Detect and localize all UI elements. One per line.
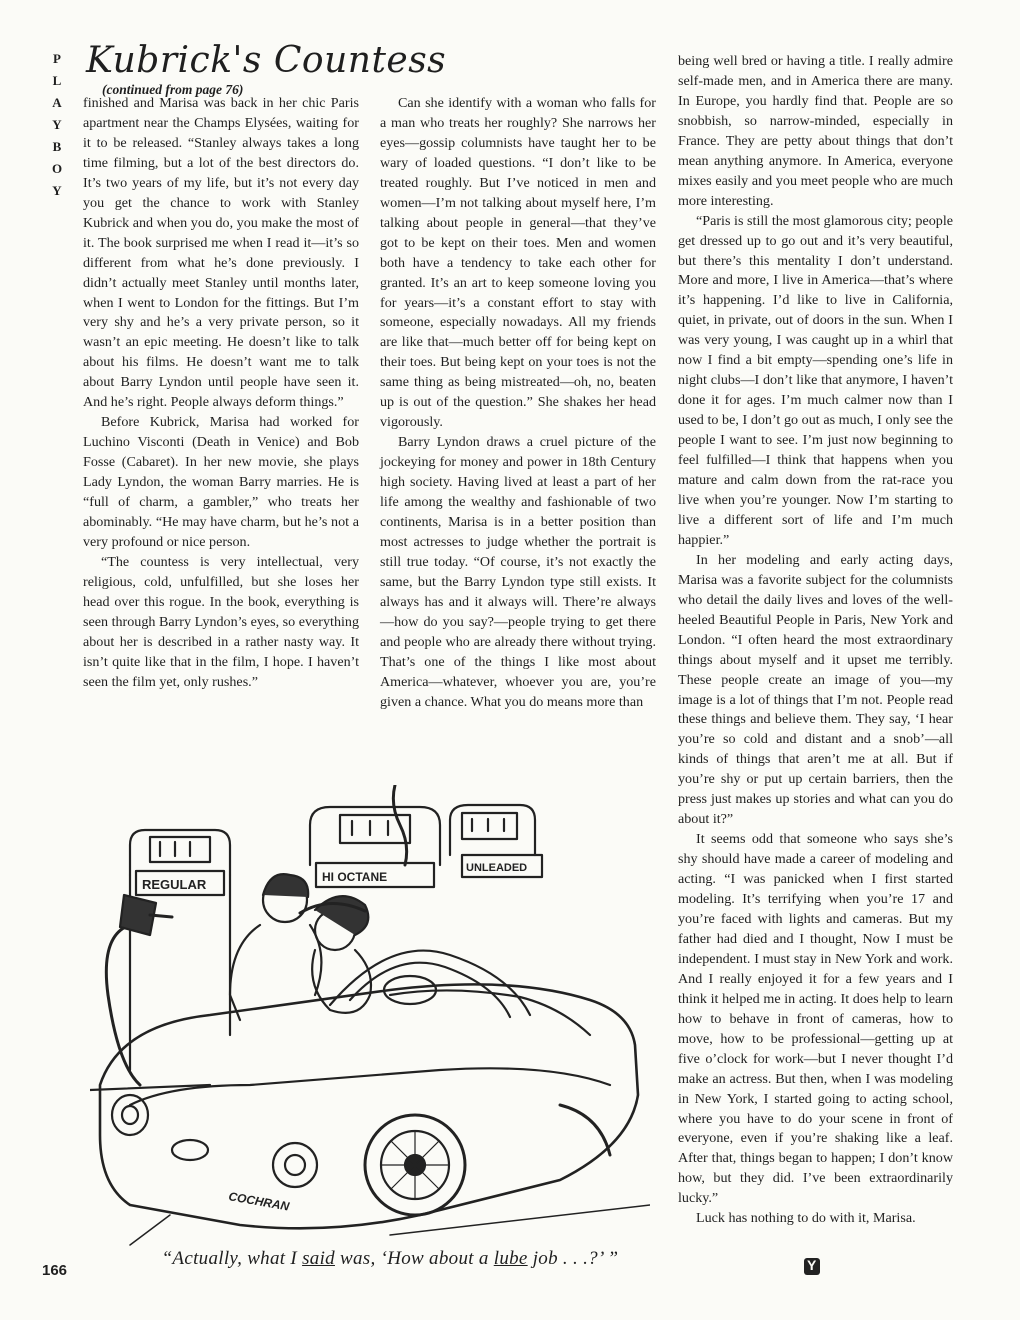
text-column-1: [83, 94, 359, 693]
caption-emphasis: lube: [493, 1248, 528, 1269]
brand-letter: B: [52, 139, 62, 154]
paragraph: “The countess is very intellectual, very religious, cold, unfulfilled, but she loses her head over this rogue. In the book, everything is seen through Barry Lyndon’s eyes, so everything about her is described in a rather nasty way. It isn’t quite like that in the film, I hope. I haven’t seen the film yet, only rushes.”: [83, 553, 359, 690]
text-column-2: [380, 94, 656, 713]
brand-letter: O: [51, 161, 63, 176]
caption-text: “Actually, what I: [161, 1248, 303, 1269]
paragraph: Before Kubrick, Marisa had worked for Luchino Visconti (Death in Venice) and Bob Fosse (Cabaret). In her new movie, she plays Lady Lyndon, the woman Barry marries. He is “full of charm, a gambler,” who treats her abominably. “He may have charm, but he’s not a very profound or nice person.: [83, 414, 359, 550]
cartoon-caption: [130, 1248, 650, 1270]
end-of-article-mark: [804, 1258, 820, 1275]
brand-letter: P: [53, 51, 61, 66]
paragraph: It seems odd that someone who says she’s shy should have made a career of modeling and acting. “I was panicked when I first started modeling. It’s terrifying when you’re 17 and you’re faced with lights and cameras. But my father had died and I thought, Now I must be independent. I must stay in New York and work. And I really enjoyed it for a few years and I think it helped me in acting. It does help to learn how to behave in front of cameras, how to move, how to be professional—getting up at five o’clock for work—but I never thought I’d make an actress. But then, when I was modeling in New York, I started going to acting school, where you have to do your scene in front of everyone, even if you’re shaking like a leaf. After that, things began to happen; I don’t know how, but they did. I’ve been extraordinarily lucky.”: [678, 831, 953, 1207]
pump-label-unleaded: UNLEADED: [466, 862, 528, 874]
brand-letter: A: [52, 95, 62, 110]
caption-text: job . . .?’ ”: [527, 1248, 619, 1269]
article-header: [86, 40, 566, 97]
paragraph: “Paris is still the most glamorous city; people get dressed up to go out and it’s very beautiful, but there’s this mentality I don’t understand. More and more, I live in America—that’s where it’s happening. I’d like to live in California, quiet, in private, out of doors in the sun. When I was very young, I was caught up in a whirl that now I find a bit empty—spending one’s life in night clubs—I don’t like that anymore, I haven’t done it for ages. I’m much calmer now than I used to be, I don’t go out as much, I only see the people I want to see. I’m just now beginning to feel fulfilled—I think that happens when you mature and calm down from the rat-race you live when you’re younger. Now I’m starting to live a different sort of life and I’m much happier.”: [678, 212, 953, 548]
brand-letter: Y: [52, 183, 62, 198]
brand-letter: Y: [52, 117, 62, 132]
caption-text: was, ‘How about a: [334, 1248, 494, 1269]
pump-label-hi-octane: HI OCTANE: [322, 870, 388, 884]
paragraph: In her modeling and early acting days, Marisa was a favorite subject for the columnists who detail the daily lives and loves of the well-heeled Beautiful People in Paris, New York and London. “I often heard the most extraordinary things about myself and it upset me terribly. These people create an image of you—my image is a lot of things that I’m not. People read these things and believe them. They say, ‘I hear you’re so cold and distant and a snob’—all kinds of things that aren’t me at all. But if you’re shy or put up certain barriers, then the press just makes up stories and what can you do about it?”: [678, 551, 953, 828]
caption-emphasis: said: [302, 1248, 335, 1269]
paragraph: Can she identify with a woman who falls for a man who treats her roughly? She narrows her eyes—gossip columnists have taught her to be wary of loaded questions. “I don’t like to be treated roughly. But I’ve noticed in men and women—I’m not talking about myself here, I’m talking about people in general—that they’ve got to be kept on their toes. Men and women both have a tendency to take each other for granted. It’s an art to keep someone loving you for years—it’s a constant effort to stay with someone, especially nowadays. All my friends are like that—much better off for being kept on their toes. But being kept on your toes is not the same thing as being mistreated—oh, no, beaten up is out of the question.” She shakes her head vigorously.: [380, 95, 656, 431]
cartoon-illustration: [90, 785, 650, 1247]
paragraph: finished and Marisa was back in her chic Paris apartment near the Champs Elysées, waiting for it to be released. “Stanley always takes a long time filming, but a lot of the best directors do. It’s two years of my life, but it’s not every day you get the chance to work with Stanley Kubrick and when you do, you make the most of it. The book surprised me when I read it—it’s so different from what he’s done previously. I didn’t actually meet Stanley until months later, when I went to London for the fittings. But I’m very shy and he’s a very private person, so it wasn’t an epic meeting. He doesn’t like to talk about his films. He doesn’t want me to talk about Barry Lyndon until people have seen it. And he’s right. People always deform things.”: [83, 95, 359, 411]
magazine-brand-vertical: [48, 48, 66, 202]
brand-letter: L: [52, 73, 62, 88]
continued-note: (continued from page 76): [102, 82, 244, 97]
artist-signature: COCHRAN: [227, 1189, 291, 1214]
paragraph: Luck has nothing to do with it, Marisa.: [696, 1210, 916, 1227]
paragraph: Barry Lyndon draws a cruel picture of the jockeying for money and power in 18th Century high society. Having lived at least a part of her life among the wealthy and fashionable of two continents, Marisa is in a better position than most actresses to judge whether the portrait is still true today. “Of course, it’s not exactly the same, but the Barry Lyndon type still exists. It always has and it always will. There’re always—how do you say?—people trying to get there and people who are already there without trying. That’s one of the things I like most about America—whatever, whoever you are, you’re given a chance. What you do means more than: [380, 434, 656, 710]
paragraph: being well bred or having a title. I really admire self-made men, and in America there are many. In Europe, you hardly find that. People are so snobbish, so narrow-minded, especially in France. They are petty about things that don’t mean anything anymore. In America, everyone mixes easily and you meet people who are much more interesting.: [678, 53, 953, 209]
article-title: Kubrick's Countess: [86, 40, 447, 81]
pump-label-regular: REGULAR: [142, 877, 207, 892]
page-number: 166: [42, 1262, 68, 1279]
text-column-3: [678, 52, 953, 1229]
